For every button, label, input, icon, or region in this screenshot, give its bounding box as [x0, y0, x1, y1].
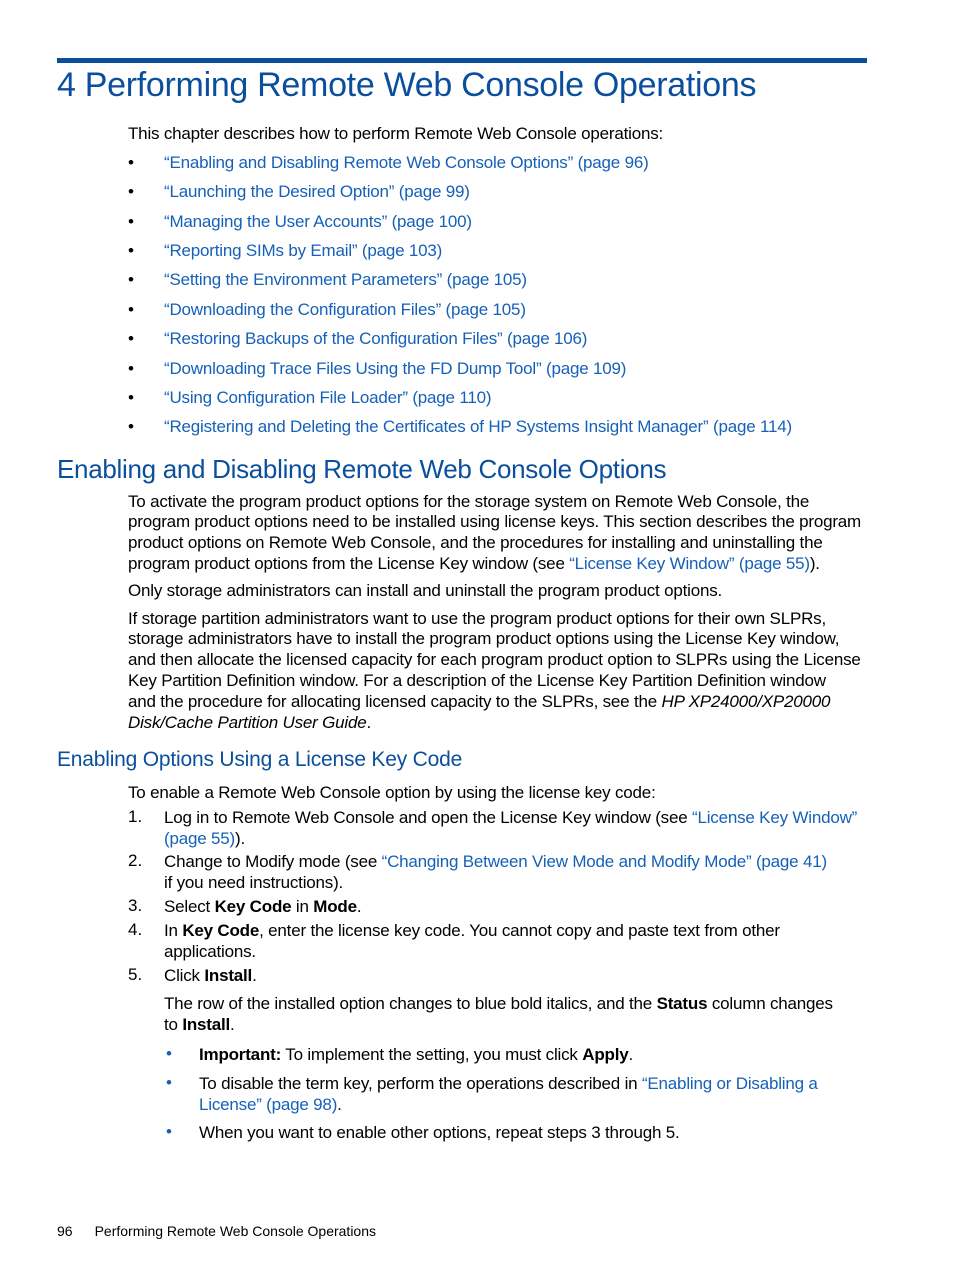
text: and the procedure for allocating licensed capacity to the SLPRs, see the: [128, 692, 662, 711]
ui-term: Key Code: [182, 921, 260, 940]
step-number: 1.: [128, 807, 143, 826]
toc-link[interactable]: “Managing the User Accounts” (page 100): [164, 212, 472, 231]
toc-item[interactable]: [128, 300, 526, 320]
section-heading: Enabling and Disabling Remote Web Console Options: [57, 454, 667, 484]
toc-link[interactable]: “Registering and Deleting the Certificates of HP Systems Insight Manager” (page 114): [164, 417, 792, 436]
result-line: [164, 1014, 235, 1035]
text: Change to Modify mode (see: [164, 852, 382, 871]
step-line: [164, 828, 245, 849]
bullet-icon: •: [128, 359, 134, 378]
paragraph-line: product options on Remote Web Console, and the procedures for installing and uninstalling the: [128, 533, 823, 552]
paragraph-line: [128, 712, 371, 733]
ui-term: Install: [204, 966, 253, 985]
enabling-license-link[interactable]: License” (page 98): [199, 1095, 338, 1114]
ui-term: Install: [182, 1015, 231, 1034]
text: .: [366, 713, 372, 732]
step-line: [164, 851, 827, 872]
bullet-icon: •: [128, 270, 134, 289]
ui-term: Status: [656, 994, 708, 1013]
text: Click: [164, 966, 205, 985]
step-line: applications.: [164, 942, 256, 961]
text: Log in to Remote Web Console and open the License Key window (see: [164, 808, 692, 827]
page-number: 96: [57, 1223, 73, 1239]
toc-link[interactable]: “Downloading Trace Files Using the FD Dump Tool” (page 109): [164, 359, 627, 378]
toc-item[interactable]: [128, 212, 472, 232]
text: .: [356, 897, 362, 916]
toc-link[interactable]: “Setting the Environment Parameters” (page 105): [164, 270, 527, 289]
text: In: [164, 921, 183, 940]
step-number: 5.: [128, 965, 143, 984]
toc-item[interactable]: [128, 270, 527, 290]
license-key-window-link[interactable]: “License Key Window”: [692, 808, 858, 827]
step-line: if you need instructions).: [164, 873, 344, 892]
step-number: 2.: [128, 851, 143, 870]
paragraph-line: storage administrators have to install the program product options using the License Key window,: [128, 629, 840, 648]
step-number: 3.: [128, 896, 143, 915]
page-footer: [57, 1223, 376, 1239]
paragraph-line: To activate the program product options for the storage system on Remote Web Console, the: [128, 492, 810, 511]
text: Select: [164, 897, 215, 916]
bullet-icon: •: [128, 241, 134, 260]
chapter-rule: [57, 58, 867, 63]
bullet-icon: •: [128, 182, 134, 201]
ui-term: Key Code: [214, 897, 292, 916]
text: program product options from the License Key window (see: [128, 554, 570, 573]
step-line: [164, 807, 857, 828]
license-key-window-link[interactable]: “License Key Window” (page 55): [569, 554, 810, 573]
text: ).: [234, 829, 245, 848]
section1-para2: Only storage administrators can install and uninstall the program product options.: [128, 581, 723, 600]
toc-link[interactable]: “Reporting SIMs by Email” (page 103): [164, 241, 443, 260]
step-number: 4.: [128, 920, 143, 939]
modify-mode-link[interactable]: “Changing Between View Mode and Modify Mode” (page 41): [381, 852, 827, 871]
text: .: [628, 1045, 634, 1064]
toc-link[interactable]: “Downloading the Configuration Files” (page 105): [164, 300, 526, 319]
toc-item[interactable]: [128, 153, 649, 173]
toc-item[interactable]: [128, 182, 470, 202]
text: column changes: [707, 994, 833, 1013]
note-item-line: [199, 1094, 342, 1115]
toc-item[interactable]: [128, 417, 792, 437]
bullet-icon: •: [166, 1044, 172, 1063]
paragraph-line: Key Partition Definition window. For a description of the License Key Partition Definition window: [128, 671, 826, 690]
toc-link[interactable]: “Using Configuration File Loader” (page 110): [164, 388, 492, 407]
text: .: [230, 1015, 235, 1034]
text: The row of the installed option changes to blue bold italics, and the: [164, 994, 657, 1013]
text: , enter the license key code. You cannot copy and paste text from other: [259, 921, 780, 940]
paragraph-line: [128, 553, 820, 574]
toc-link[interactable]: “Launching the Desired Option” (page 99): [164, 182, 470, 201]
text: ).: [809, 554, 820, 573]
step-line: [164, 920, 780, 941]
toc-link[interactable]: “Restoring Backups of the Configuration Files” (page 106): [164, 329, 588, 348]
note-item: [199, 1073, 818, 1094]
toc-item[interactable]: [128, 388, 491, 408]
bullet-icon: •: [128, 300, 134, 319]
important-label: Important:: [199, 1045, 282, 1064]
bullet-icon: •: [128, 212, 134, 231]
toc-link[interactable]: “Enabling and Disabling Remote Web Console Options” (page 96): [164, 153, 649, 172]
toc-item[interactable]: [128, 241, 442, 261]
text: To implement the setting, you must click: [281, 1045, 583, 1064]
bullet-icon: •: [166, 1122, 172, 1141]
subsection-heading: Enabling Options Using a License Key Code: [57, 748, 463, 771]
text: .: [252, 966, 257, 985]
guide-title: Disk/Cache Partition User Guide: [128, 713, 367, 732]
result-line: [164, 993, 833, 1014]
ui-term: Apply: [582, 1045, 629, 1064]
step-line: [164, 896, 361, 917]
subsection-intro: To enable a Remote Web Console option by using the license key code:: [128, 783, 656, 802]
paragraph-line: and then allocate the licensed capacity for each program product option to SLPRs using the License: [128, 650, 861, 669]
bullet-icon: •: [128, 329, 134, 348]
paragraph-line: program product options need to be installed using license keys. This section describes the program: [128, 512, 862, 531]
text: To disable the term key, perform the operations described in: [199, 1074, 642, 1093]
note-item: [199, 1044, 633, 1065]
enabling-license-link[interactable]: “Enabling or Disabling a: [641, 1074, 818, 1093]
toc-item[interactable]: [128, 329, 587, 349]
guide-title: HP XP24000/XP20000: [661, 692, 831, 711]
text: in: [291, 897, 314, 916]
note-item: When you want to enable other options, repeat steps 3 through 5.: [199, 1123, 680, 1142]
bullet-icon: •: [128, 417, 134, 436]
step-line: [164, 965, 257, 986]
paragraph-line: [128, 691, 830, 712]
bullet-icon: •: [166, 1073, 172, 1092]
ui-term: Mode: [313, 897, 357, 916]
text: .: [337, 1095, 342, 1114]
text: to: [164, 1015, 183, 1034]
chapter-intro: This chapter describes how to perform Remote Web Console operations:: [128, 124, 664, 143]
bullet-icon: •: [128, 388, 134, 407]
chapter-title: 4 Performing Remote Web Console Operations: [57, 66, 757, 104]
paragraph-line: If storage partition administrators want to use the program product options for their own SLPRs,: [128, 609, 826, 628]
page-link[interactable]: (page 55): [164, 829, 235, 848]
bullet-icon: •: [128, 153, 134, 172]
toc-item[interactable]: [128, 359, 626, 379]
footer-title: Performing Remote Web Console Operations: [94, 1223, 377, 1239]
